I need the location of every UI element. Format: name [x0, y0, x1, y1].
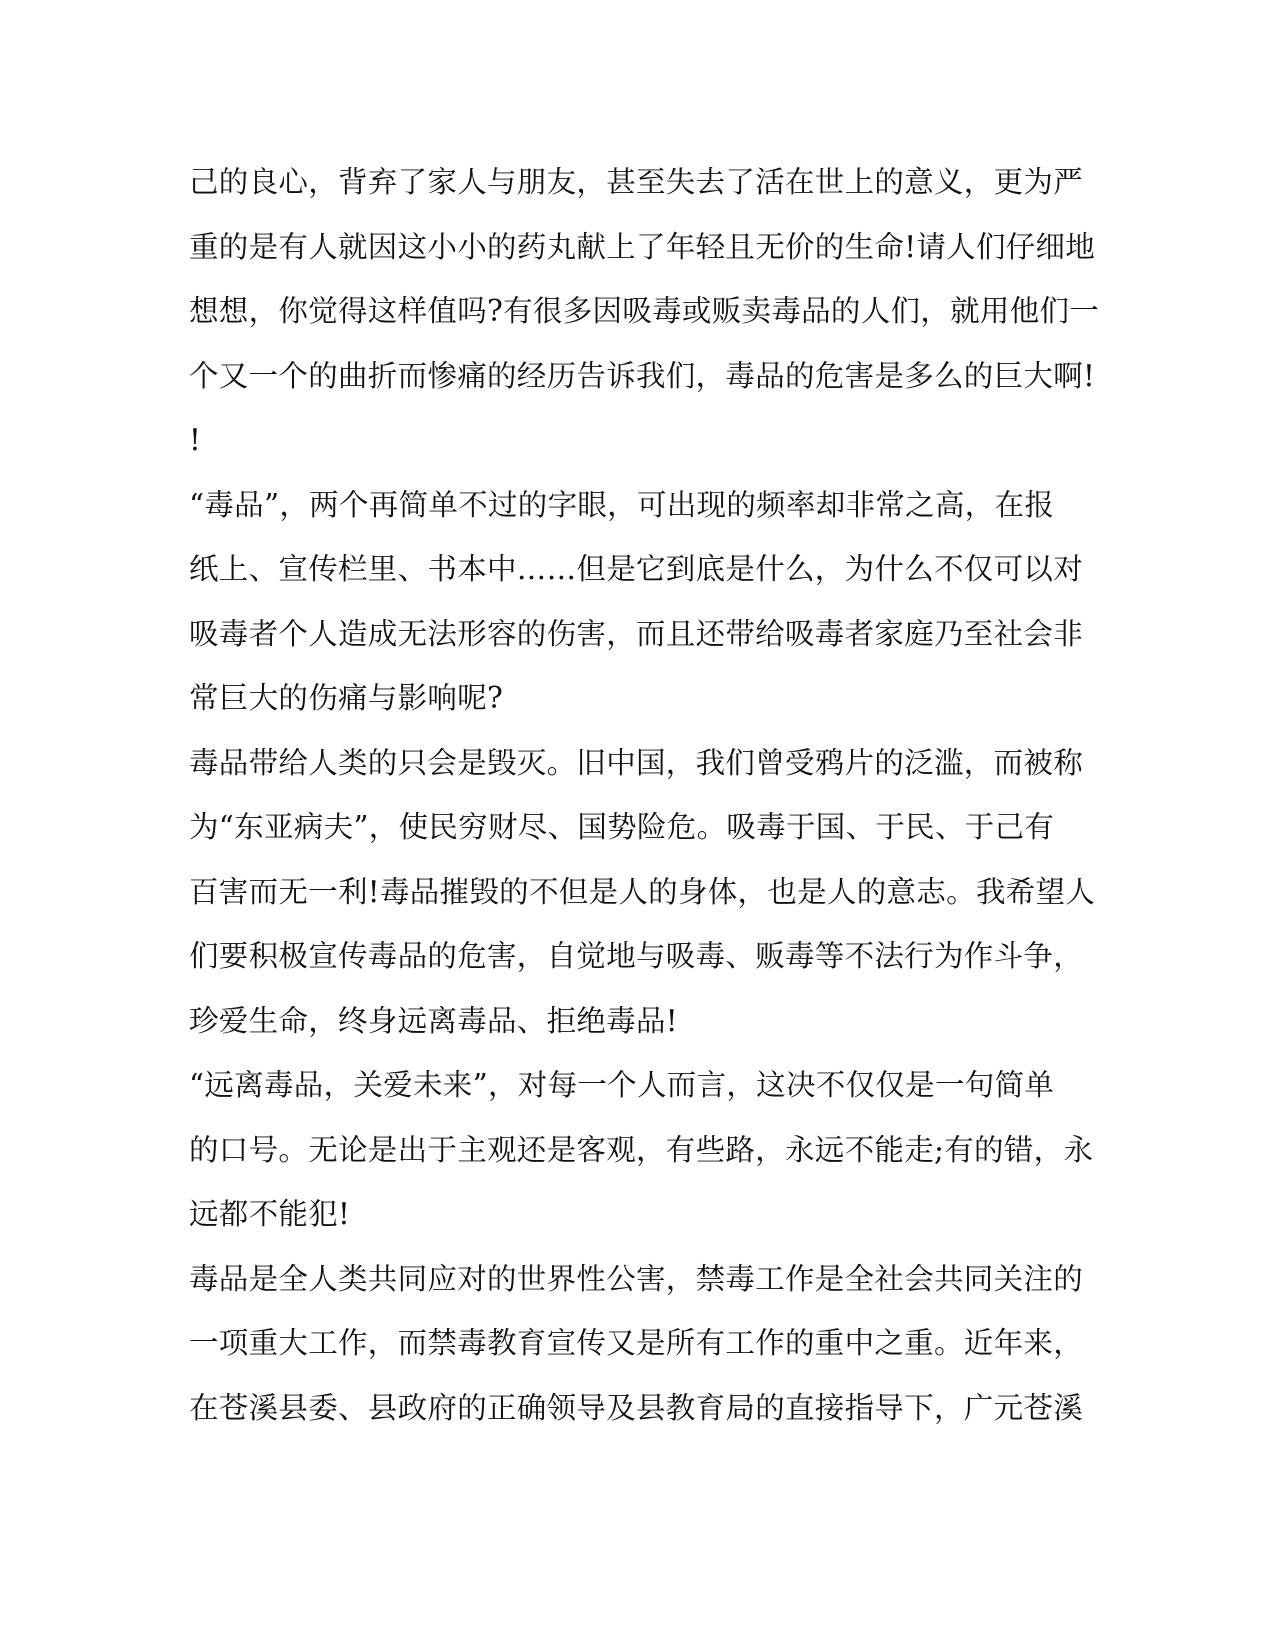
text-line: 毒品带给人类的只会是毁灭。旧中国，我们曾受鸦片的泛滥，而被称	[189, 745, 1084, 780]
text-line: 们要积极宣传毒品的危害，自觉地与吸毒、贩毒等不法行为作斗争，	[189, 939, 1084, 973]
text-line: 纸上、宣传栏里、书本中……但是它到底是什么，为什么不仅可以对	[189, 552, 1084, 586]
text-line: “毒品”，两个再简单不过的字眼，可出现的频率却非常之高，在报	[189, 487, 1055, 522]
text-line: 在苍溪县委、县政府的正确领导及县教育局的直接指导下，广元苍溪	[189, 1390, 1084, 1425]
text-line: 想想，你觉得这样值吗?有很多因吸毒或贩卖毒品的人们，就用他们一	[189, 294, 1100, 328]
text-line: “远离毒品，关爱未来”，对每一个人而言，这决不仅仅是一句简单	[189, 1068, 1055, 1102]
text-line: 吸毒者个人造成无法形容的伤害，而且还带给吸毒者家庭乃至社会非	[189, 616, 1084, 651]
text-line: 远都不能犯!	[189, 1197, 351, 1231]
body-text	[189, 150, 1100, 1440]
text-line: 个又一个的曲折而惨痛的经历告诉我们，毒品的危害是多么的巨大啊!	[189, 358, 1096, 393]
text-line: 的口号。无论是出于主观还是客观，有些路，永远不能走;有的错，永	[189, 1132, 1094, 1167]
text-line: 常巨大的伤痛与影响呢?	[189, 681, 504, 715]
text-line: 珍爱生命，终身远离毒品、拒绝毒品!	[189, 1003, 678, 1038]
text-line: 重的是有人就因这小小的药丸献上了年轻且无价的生命!请人们仔细地	[189, 229, 1096, 264]
text-line: !	[189, 423, 202, 457]
text-line: 一项重大工作，而禁毒教育宣传又是所有工作的重中之重。近年来，	[189, 1326, 1084, 1360]
text-line: 己的良心，背弃了家人与朋友，甚至失去了活在世上的意义，更为严	[189, 165, 1084, 199]
text-line: 为“东亚病夫”，使民穷财尽、国势险危。吸毒于国、于民、于己有	[189, 810, 1055, 844]
text-line: 百害而无一利!毒品摧毁的不但是人的身体，也是人的意志。我希望人	[189, 874, 1096, 909]
text-line: 毒品是全人类共同应对的世界性公害，禁毒工作是全社会共同关注的	[189, 1261, 1084, 1296]
